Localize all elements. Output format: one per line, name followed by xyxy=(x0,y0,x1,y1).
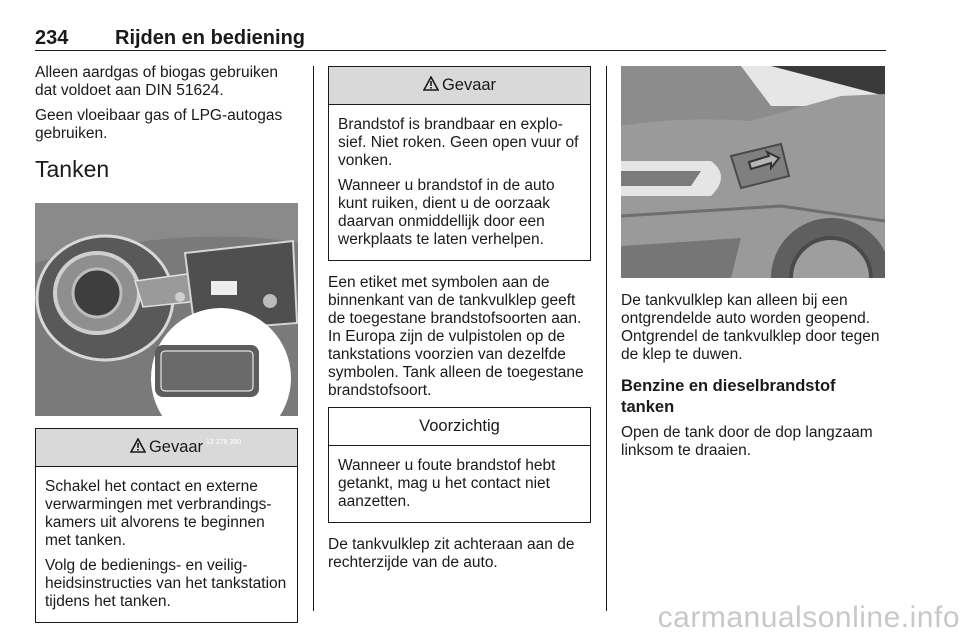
caution-box xyxy=(328,407,591,523)
page-number: 234 xyxy=(35,27,69,49)
danger-box-2-body xyxy=(329,105,590,260)
page-header xyxy=(35,27,886,51)
caution-box-title: Voorzichtig xyxy=(419,417,500,435)
open-tank-paragraph: Open de tank door de dop langzaam linksom te draaien. xyxy=(621,424,873,459)
danger-box-1-paragraph-2: Volg de bedienings- en veiligheidsinstructies van het tankstation tijdens het tanken. xyxy=(45,557,287,610)
warning-triangle-icon xyxy=(423,76,439,96)
subsection-title-petrol-diesel: Benzine en dieselbrandstof tanken xyxy=(621,377,836,416)
fuel-filler-figure xyxy=(35,203,298,416)
label-paragraph: Een etiket met symbolen aan de binnenkant van de tankvulklep geeft de toegestane brandstofsoorten aan. In Europa zijn de vulpistolen op de tankstations voorzien van dezelfde symbolen. Tank alleen de toegestane brandstofsoort. xyxy=(328,274,584,399)
section-title-tanken: Tanken xyxy=(35,156,110,182)
danger-box-2 xyxy=(328,66,591,261)
danger-box-2-paragraph-1: Brandstof is brandbaar en explosief. Niet roken. Geen open vuur of vonken. xyxy=(338,116,579,169)
chapter-title: Rijden en bediening xyxy=(115,27,306,49)
danger-box-2-title: Gevaar xyxy=(441,76,497,94)
figure-code: 13 278 390 xyxy=(206,439,242,446)
danger-box-1-paragraph-1: Schakel het contact en externe verwarmingen met verbrandingskamers uit alvorens te beginnen met tanken. xyxy=(45,478,272,549)
location-paragraph: De tankvulklep zit achteraan aan de rechterzijde van de auto. xyxy=(328,536,575,571)
watermark: carmanualsonline.info xyxy=(657,601,960,634)
column-divider-1 xyxy=(313,66,314,611)
car-rear-figure xyxy=(621,66,885,278)
danger-box-1-header xyxy=(36,429,297,467)
caution-box-paragraph-1: Wanneer u foute brandstof hebt getankt, mag u het contact niet aanzetten. xyxy=(338,457,556,510)
caution-box-header xyxy=(329,408,590,446)
intro-paragraph-1: Alleen aardgas of biogas gebruiken dat voldoet aan DIN 51624. xyxy=(35,64,279,99)
intro-paragraph-2: Geen vloeibaar gas of LPG-autogas gebruiken. xyxy=(35,107,283,142)
danger-box-1-body xyxy=(36,467,297,622)
column-3 xyxy=(621,64,886,467)
column-2 xyxy=(328,64,591,579)
car-rear-illustration xyxy=(621,66,885,278)
column-divider-2 xyxy=(606,66,607,611)
danger-box-1 xyxy=(35,428,298,623)
fuel-filler-illustration xyxy=(35,203,298,416)
warning-triangle-icon xyxy=(130,438,146,458)
unlock-paragraph: De tankvulklep kan alleen bij een ontgrendelde auto worden geopend. Ontgrendel de tankvulklep door tegen de klep te duwen. xyxy=(621,292,880,363)
danger-box-1-title: Gevaar xyxy=(148,438,204,456)
column-1 xyxy=(35,64,298,623)
danger-box-2-paragraph-2: Wanneer u brandstof in de auto kunt ruiken, dient u de oorzaak daarvan onmiddellijk door een werkplaats te laten verhelpen. xyxy=(338,177,555,248)
danger-box-2-header xyxy=(329,67,590,105)
caution-box-body xyxy=(329,446,590,522)
